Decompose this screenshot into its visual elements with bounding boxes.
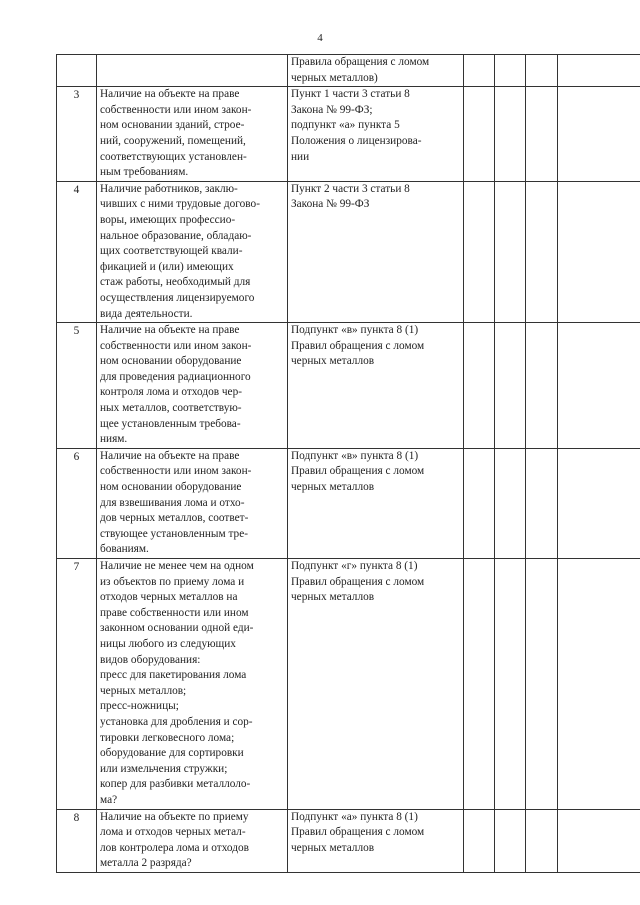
table-row	[57, 809, 640, 872]
answer-cell-no[interactable]	[495, 55, 526, 87]
answer-cell-no[interactable]	[495, 181, 526, 322]
answer-cell-not-applicable[interactable]	[526, 87, 558, 182]
row-number: 4	[57, 181, 97, 322]
answer-cell-not-applicable[interactable]	[526, 448, 558, 558]
notes-cell[interactable]	[558, 323, 640, 449]
notes-cell[interactable]	[558, 809, 640, 872]
answer-cell-not-applicable[interactable]	[526, 809, 558, 872]
legal-reference: Правила обращения с ломом черных металлов)	[288, 55, 464, 87]
checklist-table	[56, 54, 640, 873]
answer-cell-not-applicable[interactable]	[526, 559, 558, 810]
answer-cell-no[interactable]	[495, 809, 526, 872]
answer-cell-not-applicable[interactable]	[526, 323, 558, 449]
answer-cell-yes[interactable]	[464, 559, 495, 810]
answer-cell-yes[interactable]	[464, 87, 495, 182]
legal-reference: Пункт 1 части 3 статьи 8 Закона № 99-ФЗ; подпункт «а» пункта 5 Положения о лицензирова- нии	[288, 87, 464, 182]
table-row	[57, 559, 640, 810]
table-row	[57, 87, 640, 182]
page-number: 4	[317, 32, 323, 44]
legal-reference: Подпункт «в» пункта 8 (1) Правил обращения с ломом черных металлов	[288, 323, 464, 449]
legal-reference: Подпункт «а» пункта 8 (1) Правил обращения с ломом черных металлов	[288, 809, 464, 872]
requirement-text: Наличие на объекте на праве собственности или ином закон- ном основании оборудование для проведения радиационного контроля лома и отходов чер- ных металлов, соответствую- щее установленным требова- ниям.	[97, 323, 288, 449]
row-number: 7	[57, 559, 97, 810]
answer-cell-yes[interactable]	[464, 448, 495, 558]
requirement-text	[97, 55, 288, 87]
row-number: 8	[57, 809, 97, 872]
row-number	[57, 55, 97, 87]
requirement-text: Наличие на объекте по приему лома и отходов черных метал- лов контролера лома и отходов металла 2 разряда?	[97, 809, 288, 872]
table-row	[57, 181, 640, 322]
answer-cell-no[interactable]	[495, 448, 526, 558]
legal-reference: Подпункт «г» пункта 8 (1) Правил обращения с ломом черных металлов	[288, 559, 464, 810]
answer-cell-yes[interactable]	[464, 181, 495, 322]
notes-cell[interactable]	[558, 448, 640, 558]
notes-cell[interactable]	[558, 55, 640, 87]
legal-reference: Подпункт «в» пункта 8 (1) Правил обращения с ломом черных металлов	[288, 448, 464, 558]
table-row	[57, 55, 640, 87]
answer-cell-yes[interactable]	[464, 55, 495, 87]
table-row	[57, 448, 640, 558]
answer-cell-not-applicable[interactable]	[526, 55, 558, 87]
answer-cell-no[interactable]	[495, 559, 526, 810]
row-number: 5	[57, 323, 97, 449]
requirement-text: Наличие работников, заклю- чивших с ними трудовые догово- воры, имеющих профессио- нальное образование, обладаю- щих соответствующей квали- фикацией и (или) имеющих стаж работы, необходимый для осуществления лицензируемого вида деятельности.	[97, 181, 288, 322]
answer-cell-yes[interactable]	[464, 809, 495, 872]
answer-cell-yes[interactable]	[464, 323, 495, 449]
answer-cell-no[interactable]	[495, 87, 526, 182]
row-number: 3	[57, 87, 97, 182]
notes-cell[interactable]	[558, 559, 640, 810]
requirement-text: Наличие на объекте на праве собственности или ином закон- ном основании зданий, строе- ний, сооружений, помещений, соответствующих установлен- ным требованиям.	[97, 87, 288, 182]
legal-reference: Пункт 2 части 3 статьи 8 Закона № 99-ФЗ	[288, 181, 464, 322]
notes-cell[interactable]	[558, 181, 640, 322]
answer-cell-not-applicable[interactable]	[526, 181, 558, 322]
requirement-text: Наличие на объекте на праве собственности или ином закон- ном основании оборудование для взвешивания лома и отхо- дов черных металлов, соответ- ствующее установленным тре- бованиям.	[97, 448, 288, 558]
table-row	[57, 323, 640, 449]
requirement-text: Наличие не менее чем на одном из объектов по приему лома и отходов черных металлов на праве собственности или ином законном основании одной еди- ницы любого из следующих видов оборудования: пресс для пакетирования лома черных металлов; пресс-ножницы; установка для дробления и сор- тировки легковесного лома; оборудование для сортировки или измельчения стружки; копер для разбивки металлоло- ма?	[97, 559, 288, 810]
row-number: 6	[57, 448, 97, 558]
answer-cell-no[interactable]	[495, 323, 526, 449]
notes-cell[interactable]	[558, 87, 640, 182]
